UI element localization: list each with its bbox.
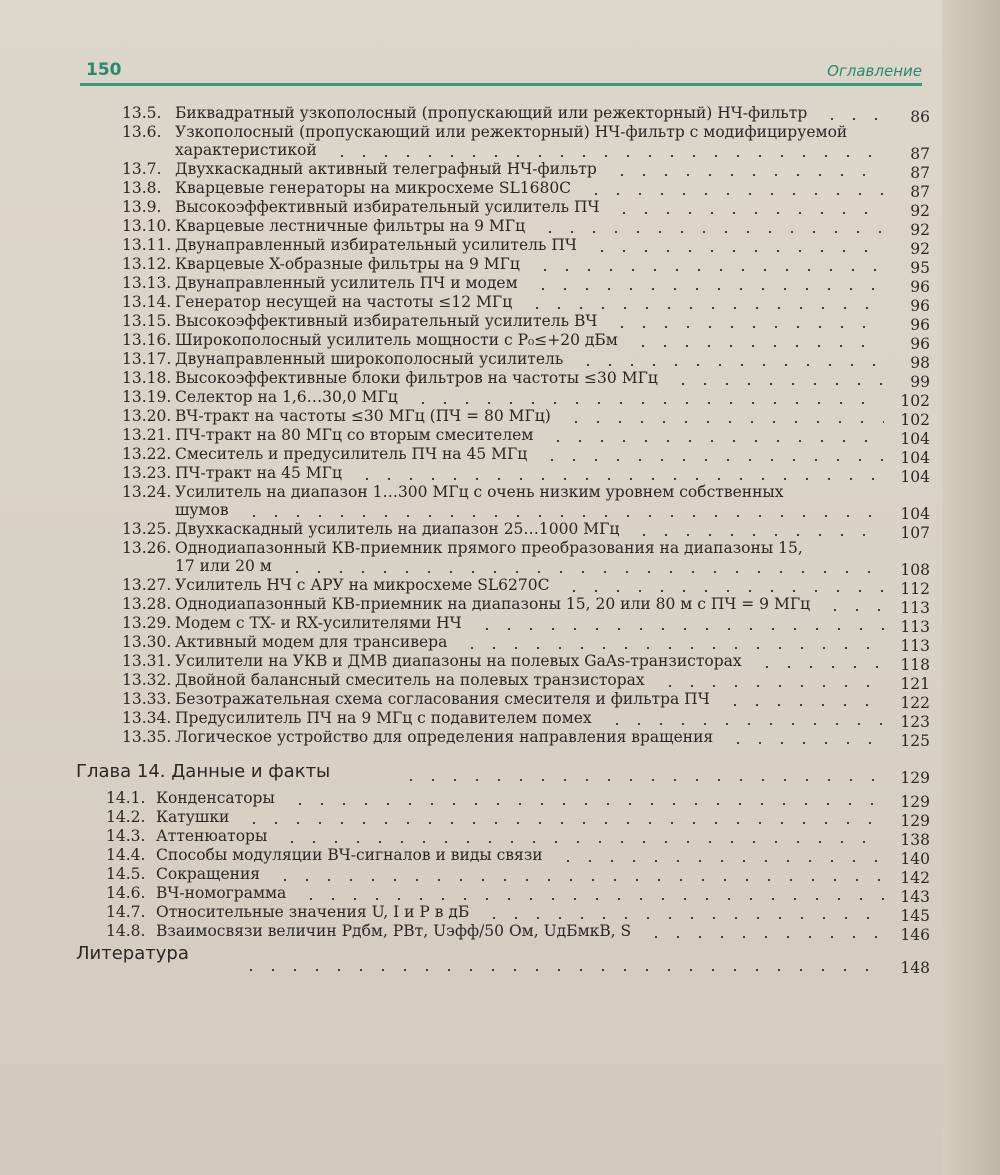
dot-leader <box>281 841 884 843</box>
dot-leader <box>557 860 884 862</box>
toc-entry-page: 104 <box>900 505 930 523</box>
toc-entry-number: 14.6. <box>106 884 146 902</box>
dot-leader <box>591 250 884 252</box>
toc-entry-number: 13.28. <box>122 595 172 613</box>
toc-entry-title: Однодиапазонный КВ-приемник прямого преобразования на диапазоны 15, <box>175 539 803 557</box>
dot-leader <box>724 704 884 706</box>
toc-entry-title: Усилитель на диапазон 1…300 МГц с очень низким уровнем собственных <box>175 483 784 501</box>
running-title: Оглавление <box>827 62 922 80</box>
dot-leader <box>606 723 884 725</box>
toc-entry-page: 118 <box>900 656 930 674</box>
dot-leader <box>483 917 884 919</box>
toc-entry-title: Катушки <box>156 808 230 826</box>
toc-entry-number: 13.26. <box>122 539 172 557</box>
toc-entry-number: 13.14. <box>122 293 172 311</box>
toc-entry-title-continued: 17 или 20 м <box>175 557 272 575</box>
toc-entry-title: Относительные значения U, I и P в дБ <box>156 903 470 921</box>
toc-entry-number: 13.20. <box>122 407 172 425</box>
toc-entry-number: 13.7. <box>122 160 162 178</box>
toc-entry-page: 143 <box>900 888 930 906</box>
toc-entry-title-continued: шумов <box>175 501 229 519</box>
toc-entry-number: 13.6. <box>122 123 162 141</box>
toc-entry-page: 87 <box>910 164 930 182</box>
toc-entry-title: Двунаправленный избирательный усилитель ПЧ <box>175 236 577 254</box>
toc-entry-number: 13.17. <box>122 350 172 368</box>
toc-entry-title: Логическое устройство для определения направления вращения <box>175 728 714 746</box>
toc-entry-number: 13.27. <box>122 576 172 594</box>
toc-entry-title: Высокоэффективный избирательный усилитель ПЧ <box>175 198 600 216</box>
toc-entry-page: 146 <box>900 926 930 944</box>
dot-leader <box>613 212 884 214</box>
dot-leader <box>274 879 884 881</box>
dot-leader <box>645 936 884 938</box>
dot-leader <box>727 742 884 744</box>
toc-entry-page: 98 <box>910 354 930 372</box>
toc-entry-title: Модем с TX- и RX-усилителями НЧ <box>175 614 462 632</box>
toc-entry-title: Двойной балансный смеситель на полевых транзисторах <box>175 671 645 689</box>
toc-entry-page: 104 <box>900 430 930 448</box>
toc-entry-number: 13.35. <box>122 728 172 746</box>
dot-leader <box>611 174 884 176</box>
dot-leader <box>300 898 884 900</box>
toc-entry-page: 96 <box>910 335 930 353</box>
toc-entry-title: Взаимосвязи величин Pдбм, PВт, Uэфф/50 Ом, UдБмкВ, S <box>156 922 632 940</box>
toc-entry-number: 13.29. <box>122 614 172 632</box>
toc-entry-page: 96 <box>910 316 930 334</box>
chapter-title: Глава 14. Данные и факты <box>76 761 331 782</box>
toc-entry-title: Двухкаскадный усилитель на диапазон 25…1000 МГц <box>175 520 620 538</box>
dot-leader <box>563 590 884 592</box>
dot-leader <box>585 193 884 195</box>
toc-entry-title: Активный модем для трансивера <box>175 633 448 651</box>
toc-entry-number: 13.10. <box>122 217 172 235</box>
toc-entry-number: 14.8. <box>106 922 146 940</box>
toc-entry-title: Усилители на УКВ и ДМВ диапазоны на полевых GaAs-транзисторах <box>175 652 742 670</box>
toc-entry-title: Высокоэффективные блоки фильтров на частоты ≤30 МГц <box>175 369 658 387</box>
toc-entry-page: 96 <box>910 278 930 296</box>
toc-entry-number: 14.7. <box>106 903 146 921</box>
toc-entry-page: 129 <box>900 793 930 811</box>
toc-entry-page: 102 <box>900 411 930 429</box>
toc-entry-title-continued: характеристикой <box>175 141 317 159</box>
toc-entry-page: 138 <box>900 831 930 849</box>
toc-entry-number: 13.24. <box>122 483 172 501</box>
toc-entry-title: Двухкаскадный активный телеграфный НЧ-фильтр <box>175 160 597 178</box>
toc-entry-title: Предусилитель ПЧ на 9 МГц с подавителем помех <box>175 709 592 727</box>
toc-entry-number: 13.16. <box>122 331 172 349</box>
toc-entry-title: Биквадратный узкополосный (пропускающий или режекторный) НЧ-фильтр <box>175 104 808 122</box>
dot-leader <box>412 402 884 404</box>
toc-entry-number: 13.5. <box>122 104 162 122</box>
toc-entry-title: Способы модуляции ВЧ-сигналов и виды связи <box>156 846 543 864</box>
dot-leader <box>824 609 884 611</box>
dot-leader <box>356 478 884 480</box>
toc-entry-number: 13.33. <box>122 690 172 708</box>
literature-page: 148 <box>900 959 930 977</box>
dot-leader <box>526 307 884 309</box>
dot-leader <box>632 345 884 347</box>
toc-entry-number: 14.5. <box>106 865 146 883</box>
toc-entry-title: Высокоэффективный избирательный усилитель ВЧ <box>175 312 598 330</box>
toc-entry-number: 13.8. <box>122 179 162 197</box>
toc-entry-number: 13.34. <box>122 709 172 727</box>
chapter-page: 129 <box>900 769 930 787</box>
dot-leader <box>821 118 884 120</box>
toc-entry-title: Смеситель и предусилитель ПЧ на 45 МГц <box>175 445 528 463</box>
toc-entry-number: 13.23. <box>122 464 172 482</box>
toc-entry-page: 95 <box>910 259 930 277</box>
toc-entry-page: 86 <box>910 108 930 126</box>
dot-leader <box>565 421 884 423</box>
dot-leader <box>532 288 884 290</box>
dot-leader <box>659 685 884 687</box>
toc-entry-page: 108 <box>900 561 930 579</box>
toc-entry-page: 122 <box>900 694 930 712</box>
toc-entry-title: Усилитель НЧ с АРУ на микросхеме SL6270C <box>175 576 550 594</box>
toc-entry-title: Узкополосный (пропускающий или режекторный) НЧ-фильтр с модифицируемой <box>175 123 848 141</box>
toc-entry-number: 13.18. <box>122 369 172 387</box>
toc-entry-number: 13.19. <box>122 388 172 406</box>
toc-entry-number: 13.25. <box>122 520 172 538</box>
toc-entry-title: Аттенюаторы <box>156 827 268 845</box>
toc-entry-title: Селектор на 1,6…30,0 МГц <box>175 388 398 406</box>
toc-entry-number: 13.9. <box>122 198 162 216</box>
toc-entry-number: 13.30. <box>122 633 172 651</box>
page-number: 150 <box>86 60 122 80</box>
dot-leader <box>400 779 880 781</box>
toc-entry-page: 104 <box>900 449 930 467</box>
toc-entry-title: Однодиапазонный КВ-приемник на диапазоны 15, 20 или 80 м с ПЧ = 9 МГц <box>175 595 811 613</box>
toc-entry-title: ПЧ-тракт на 45 МГц <box>175 464 342 482</box>
dot-leader <box>541 459 884 461</box>
toc-entry-title: ВЧ-тракт на частоты ≤30 МГц (ПЧ = 80 МГц) <box>175 407 551 425</box>
dot-leader <box>547 440 884 442</box>
toc-entry-title: Двунаправленный широкополосный усилитель <box>175 350 564 368</box>
toc-entry-title: Двунаправленный усилитель ПЧ и модем <box>175 274 518 292</box>
toc-entry-number: 13.11. <box>122 236 172 254</box>
toc-entry-title: Сокращения <box>156 865 261 883</box>
toc-entry-title: Безотражательная схема согласования смесителя и фильтра ПЧ <box>175 690 710 708</box>
dot-leader <box>243 822 884 824</box>
toc-entry-page: 145 <box>900 907 930 925</box>
dot-leader <box>534 269 884 271</box>
dot-leader <box>633 534 884 536</box>
toc-entry-number: 14.2. <box>106 808 146 826</box>
toc-entry-page: 92 <box>910 221 930 239</box>
toc-entry-number: 13.21. <box>122 426 172 444</box>
toc-entry-page: 112 <box>900 580 930 598</box>
dot-leader <box>611 326 884 328</box>
toc-entry-title: Конденсаторы <box>156 789 275 807</box>
dot-leader <box>577 364 884 366</box>
literature-title: Литература <box>76 943 189 964</box>
toc-entry-page: 92 <box>910 202 930 220</box>
toc-entry-page: 102 <box>900 392 930 410</box>
toc-entry-title: ПЧ-тракт на 80 МГц со вторым смесителем <box>175 426 534 444</box>
toc-entry-page: 121 <box>900 675 930 693</box>
toc-entry-title: Генератор несущей на частоты ≤12 МГц <box>175 293 513 311</box>
dot-leader <box>243 515 884 517</box>
dot-leader <box>286 571 884 573</box>
toc-entry-title: Кварцевые генераторы на микросхеме SL1680C <box>175 179 572 197</box>
dot-leader <box>476 628 884 630</box>
toc-entry-number: 13.13. <box>122 274 172 292</box>
toc-entry-page: 123 <box>900 713 930 731</box>
dot-leader <box>756 666 884 668</box>
toc-entry-number: 14.1. <box>106 789 146 807</box>
toc-entry-page: 96 <box>910 297 930 315</box>
toc-entry-title: ВЧ-номограмма <box>156 884 287 902</box>
toc-entry-page: 87 <box>910 183 930 201</box>
dot-leader <box>240 969 880 971</box>
toc-entry-number: 13.12. <box>122 255 172 273</box>
toc-entry-page: 125 <box>900 732 930 750</box>
toc-entry-title: Широкополосный усилитель мощности с P₀≤+20 дБм <box>175 331 618 349</box>
toc-entry-number: 13.32. <box>122 671 172 689</box>
dot-leader <box>539 231 884 233</box>
toc-entry-page: 113 <box>900 599 930 617</box>
dot-leader <box>289 803 884 805</box>
toc-entry-number: 13.22. <box>122 445 172 463</box>
toc-entry-title: Кварцевые лестничные фильтры на 9 МГц <box>175 217 526 235</box>
toc-entry-page: 129 <box>900 812 930 830</box>
toc-entry-page: 104 <box>900 468 930 486</box>
toc-entry-page: 107 <box>900 524 930 542</box>
toc-entry-number: 13.31. <box>122 652 172 670</box>
toc-entry-page: 140 <box>900 850 930 868</box>
toc-entry-number: 14.3. <box>106 827 146 845</box>
dot-leader <box>461 647 884 649</box>
toc-entry-number: 14.4. <box>106 846 146 864</box>
toc-entry-number: 13.15. <box>122 312 172 330</box>
dot-leader <box>672 383 884 385</box>
toc-entry-page: 87 <box>910 145 930 163</box>
toc-entry-page: 142 <box>900 869 930 887</box>
dot-leader <box>331 155 884 157</box>
toc-entry-page: 99 <box>910 373 930 391</box>
toc-entry-page: 113 <box>900 618 930 636</box>
toc-entry-page: 113 <box>900 637 930 655</box>
toc-entry-page: 92 <box>910 240 930 258</box>
toc-entry-title: Кварцевые X-образные фильтры на 9 МГц <box>175 255 520 273</box>
